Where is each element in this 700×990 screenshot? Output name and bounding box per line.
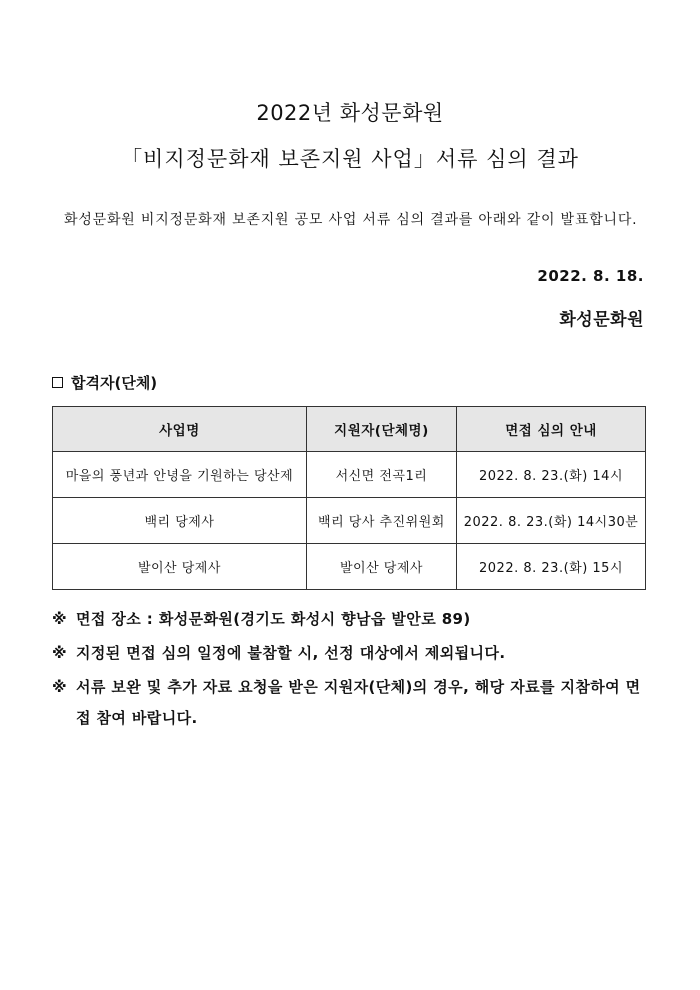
cell-interview-info: 2022. 8. 23.(화) 14시30분 [457,498,646,544]
table-row [53,498,646,544]
table-row [53,452,646,498]
document-title-line2: 「비지정문화재 보존지원 사업」서류 심의 결과 [121,147,579,171]
results-table [52,406,646,590]
announcement-date: 2022. 8. 18. [537,267,644,285]
cell-interview-info: 2022. 8. 23.(화) 14시 [457,452,646,498]
reference-mark-icon: ※ [52,644,67,662]
document-title-line1: 2022년 화성문화원 [256,101,444,125]
checkbox-icon [52,377,63,388]
note-text: 서류 보완 및 추가 자료 요청을 받은 지원자(단체)의 경우, 해당 자료를 지참하여 면접 참여 바랍니다. [76,678,641,727]
cell-project-name: 마을의 풍년과 안녕을 기원하는 당산제 [53,452,307,498]
cell-applicant: 발이산 당제사 [306,544,456,590]
note-text: 면접 장소 : 화성문화원(경기도 화성시 향남읍 발안로 89) [76,610,471,628]
organization-name: 화성문화원 [559,310,644,330]
note-item [52,638,652,669]
reference-mark-icon: ※ [52,678,67,696]
table-row [53,544,646,590]
table-header-row [53,407,646,452]
note-item [52,604,652,635]
cell-project-name: 백리 당제사 [53,498,307,544]
notes-list [52,604,652,737]
note-item [52,672,652,734]
cell-applicant: 서신면 전곡1리 [306,452,456,498]
intro-paragraph: 화성문화원 비지정문화재 보존지원 공모 사업 서류 심의 결과를 아래와 같이 발표합니다. [64,212,638,228]
header-project-name: 사업명 [53,407,307,452]
cell-applicant: 백리 당사 추진위원회 [306,498,456,544]
cell-interview-info: 2022. 8. 23.(화) 15시 [457,544,646,590]
cell-project-name: 발이산 당제사 [53,544,307,590]
reference-mark-icon: ※ [52,610,67,628]
note-text: 지정된 면접 심의 일정에 불참할 시, 선정 대상에서 제외됩니다. [76,644,506,662]
header-interview-info: 면접 심의 안내 [457,407,646,452]
section-heading-label: 합격자(단체) [71,374,158,392]
header-applicant: 지원자(단체명) [306,407,456,452]
section-heading [52,372,157,393]
